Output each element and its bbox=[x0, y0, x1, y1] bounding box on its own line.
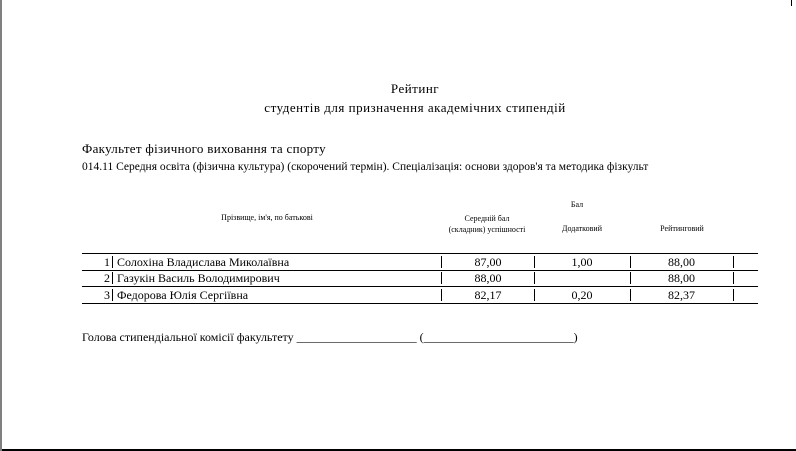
column-separator bbox=[733, 289, 734, 301]
header-bal-group: Бал bbox=[570, 200, 584, 209]
rating-score: 82,37 bbox=[668, 288, 695, 302]
column-separator bbox=[733, 272, 734, 284]
row-number: 1 bbox=[104, 255, 110, 269]
column-separator bbox=[112, 289, 113, 301]
table-row bbox=[82, 287, 758, 304]
additional-score: 1,00 bbox=[571, 255, 593, 269]
table-row bbox=[82, 270, 758, 287]
table-row bbox=[82, 253, 758, 271]
report-page bbox=[2, 0, 796, 451]
column-separator bbox=[733, 256, 734, 268]
row-number: 3 bbox=[104, 288, 110, 302]
page-edge-mark bbox=[791, 0, 792, 6]
average-score: 82,17 bbox=[474, 288, 502, 302]
header-full-name: Прізвище, ім'я, по батькові bbox=[221, 213, 313, 222]
specialty-line: 014.11 Середня освіта (фізична культура) (скорочений термін). Спеціалізація: основи здоров'я та методика фізкульт bbox=[82, 161, 649, 173]
report-title: Рейтинг bbox=[390, 81, 440, 96]
additional-score: 0,20 bbox=[571, 288, 593, 302]
header-additional-score: Додатковий bbox=[562, 224, 602, 233]
header-average-score: Середній бал (складник) успішності bbox=[448, 214, 526, 234]
rating-score: 88,00 bbox=[668, 255, 695, 269]
column-separator bbox=[112, 272, 113, 284]
signature-line: Голова стипендіальної комісії факультету ____________________ (_________________________) bbox=[82, 330, 578, 344]
student-name: Солохіна Владислава Миколаївна bbox=[117, 255, 290, 269]
column-separator bbox=[112, 256, 113, 268]
student-name: Газукін Василь Володимирович bbox=[117, 271, 280, 285]
average-score: 87,00 bbox=[474, 255, 502, 269]
average-score: 88,00 bbox=[474, 271, 502, 285]
row-number: 2 bbox=[104, 271, 110, 285]
faculty-name: Факультет фізичного виховання та спорту bbox=[82, 141, 326, 156]
report-subtitle: студентів для призначення академічних стипендій bbox=[264, 100, 566, 115]
header-rating-score: Рейтинговий bbox=[660, 224, 704, 233]
student-name: Федорова Юлія Сергіївна bbox=[117, 288, 249, 302]
rating-score: 88,00 bbox=[668, 271, 695, 285]
additional-score bbox=[534, 271, 630, 285]
